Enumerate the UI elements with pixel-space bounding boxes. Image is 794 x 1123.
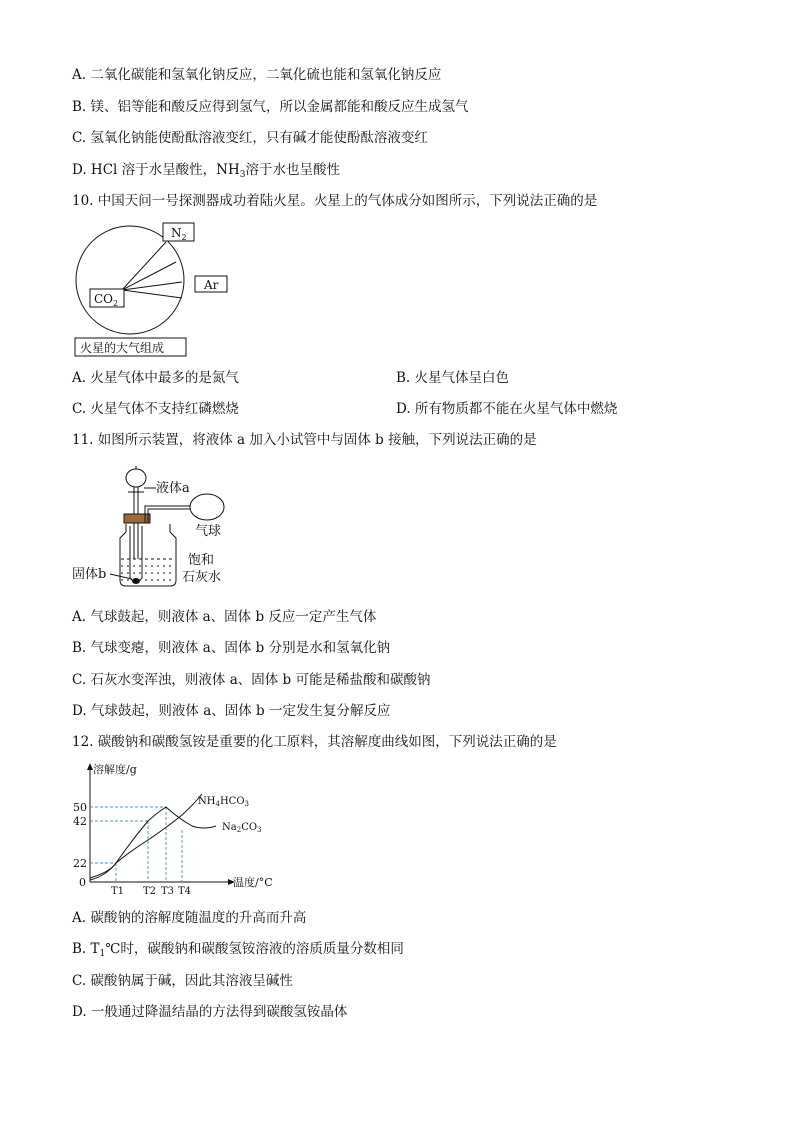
series-na2co3-label: $Na_2CO_3$ xyxy=(222,822,262,834)
series-na2co3-line xyxy=(90,807,216,880)
pie-slice-line-3 xyxy=(122,282,182,290)
y-axis-label: 溶解度/g xyxy=(93,763,137,776)
delivery-tube-inner xyxy=(148,509,192,523)
q12-option-a: A. 碳酸钠的溶解度随温度的升高而升高 xyxy=(72,910,307,926)
q10-option-b: B. 火星气体呈白色 xyxy=(396,370,510,386)
x-tick-t2: T2 xyxy=(143,886,157,897)
co2-label: $CO_2$ xyxy=(94,292,119,308)
n2-label: $N_2$ xyxy=(171,226,187,242)
q9-option-d-pre: D. HCl 溶于水呈酸性，NH xyxy=(72,162,240,178)
apparatus-figure xyxy=(70,464,240,590)
solubility-chart xyxy=(70,760,290,902)
figure-caption: 火星的大气组成 xyxy=(80,341,165,355)
q11-option-d: D. 气球鼓起，则液体 a、固体 b 一定发生复分解反应 xyxy=(72,703,391,719)
wide-bottle xyxy=(120,524,176,586)
q12-stem: 12. 碳酸钠和碳酸氢铵是重要的化工原料，其溶解度曲线如图，下列说法正确的是 xyxy=(72,734,557,750)
pie-slice-line-1 xyxy=(122,242,166,290)
x-axis-label: 温度/°C xyxy=(233,876,273,889)
rubber-stopper xyxy=(124,514,150,523)
mars-atmosphere-figure xyxy=(70,218,250,360)
ar-label: Ar xyxy=(204,278,219,292)
x-tick-t4: T4 xyxy=(178,886,192,897)
q12-option-b-post: ℃时，碳酸钠和碳酸氢铵溶液的溶质质量分数相同 xyxy=(105,941,404,957)
y-tick-42: 42 xyxy=(73,815,87,828)
q12-option-b-pre: B. T xyxy=(72,941,100,957)
guide-lines xyxy=(90,807,182,882)
y-tick-22: 22 xyxy=(73,857,87,870)
label-balloon: 气球 xyxy=(195,524,222,539)
q12-option-b-sub: 1 xyxy=(99,949,106,959)
q10-stem: 10. 中国天问一号探测器成功着陆火星。火星上的气体成分如图所示，下列说法正确的是 xyxy=(72,193,598,209)
q11-stem: 11. 如图所示装置，将液体 a 加入小试管中与固体 b 接触，下列说法正确的是 xyxy=(72,432,537,448)
q11-option-c: C. 石灰水变浑浊，则液体 a、固体 b 可能是稀盐酸和碳酸钠 xyxy=(72,672,431,688)
label-solid-line xyxy=(110,574,132,579)
label-solid-b: 固体b xyxy=(72,567,107,582)
pie-slice-line-4 xyxy=(122,290,182,298)
q9-option-a: A. 二氧化碳能和氢氧化钠反应，二氧化硫也能和氢氧化钠反应 xyxy=(72,67,442,83)
y-tick-0: 0 xyxy=(79,876,86,889)
label-saturated: 饱和 xyxy=(188,553,215,568)
small-test-tube xyxy=(130,526,142,582)
q10-option-c: C. 火星气体不支持红磷燃烧 xyxy=(72,401,239,417)
label-limewater: 石灰水 xyxy=(182,570,222,585)
q9-option-d xyxy=(72,161,340,184)
label-liquid-a: 液体a xyxy=(156,481,190,496)
q12-option-c: C. 碳酸钠属于碱，因此其溶液呈碱性 xyxy=(72,973,293,989)
solid-b xyxy=(132,578,140,584)
q10-option-a: A. 火星气体中最多的是氮气 xyxy=(72,370,239,386)
q12-option-d: D. 一般通过降温结晶的方法得到碳酸氢铵晶体 xyxy=(72,1004,348,1020)
q10-option-d: D. 所有物质都不能在火星气体中燃烧 xyxy=(396,401,618,417)
x-tick-t1: T1 xyxy=(111,886,125,897)
q9-option-d-post: 溶于水也呈酸性 xyxy=(245,162,340,178)
series-nh4hco3-label: $NH_4HCO_3$ xyxy=(198,796,249,808)
q9-option-b: B. 镁、铝等能和酸反应得到氢气，所以金属都能和酸反应生成氢气 xyxy=(72,99,469,115)
q11-option-b: B. 气球变瘪，则液体 a、固体 b 分别是水和氢氧化钠 xyxy=(72,640,391,656)
x-tick-t3: T3 xyxy=(161,886,175,897)
y-tick-50: 50 xyxy=(73,801,87,814)
balloon xyxy=(190,494,224,520)
pie-circle xyxy=(76,226,184,334)
q9-option-c: C. 氢氧化钠能使酚酞溶液变红，只有碱才能使酚酞溶液变红 xyxy=(72,130,428,146)
funnel-bulb xyxy=(126,469,146,487)
q12-option-b xyxy=(72,940,404,963)
q9-option-d-sub: 3 xyxy=(239,170,246,180)
pie-slice-line-2 xyxy=(122,262,176,290)
q11-option-a: A. 气球鼓起，则液体 a、固体 b 反应一定产生气体 xyxy=(72,609,377,625)
